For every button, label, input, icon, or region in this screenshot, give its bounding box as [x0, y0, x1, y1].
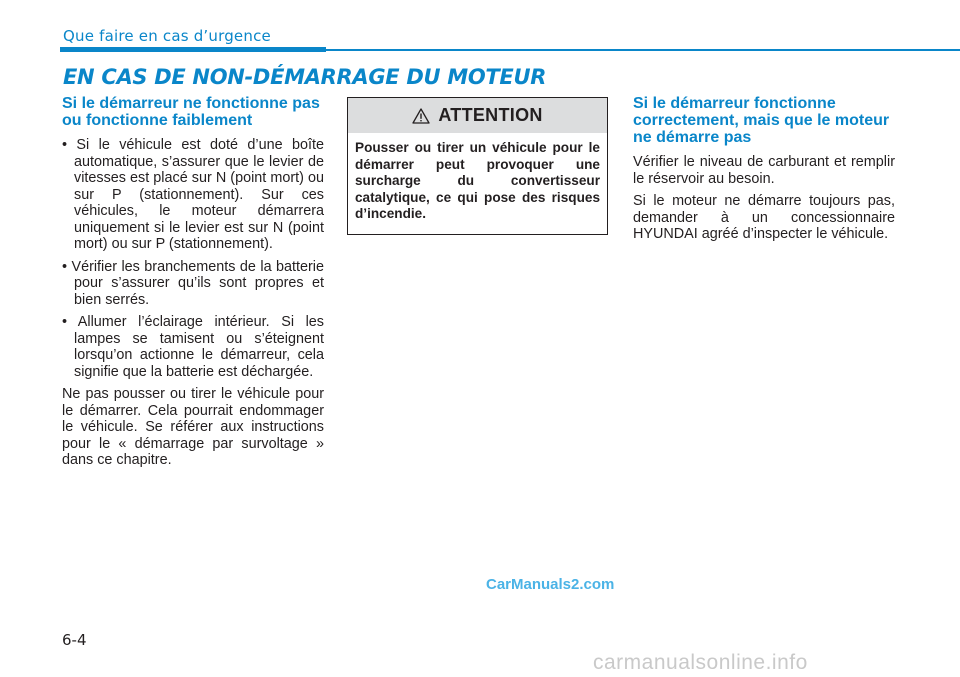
section-title: EN CAS DE NON-DÉMARRAGE DU MOTEUR	[63, 65, 547, 89]
bullet-item: • Si le véhicule est doté d’une boîte automatique, s’assurer que le levier de vitesses est placé sur N (point mort) ou sur P (stationnement). Sur ces véhicules, le moteur démarrera uniquement si le levier est sur N (point mort) ou sur P (stationnement).	[62, 137, 324, 252]
right-column	[633, 95, 895, 249]
attention-label: ATTENTION	[438, 105, 543, 125]
header-rule-thick	[60, 47, 326, 52]
left-column	[62, 95, 324, 475]
bullet-item: • Allumer l’éclairage intérieur. Si les lampes se tamisent ou s’éteignent lorsqu’on actionne le démarreur, cela signifie que la batterie est déchargée.	[62, 314, 324, 380]
right-paragraph: Si le moteur ne démarre toujours pas, demander à un concessionnaire HYUNDAI agréé d’inspecter le véhicule.	[633, 193, 895, 242]
watermark-footer: carmanualsonline.info	[593, 651, 808, 674]
attention-header	[348, 98, 607, 133]
bullet-item: • Vérifier les branchements de la batterie pour s’assurer qu’ils sont propres et bien serrés.	[62, 258, 324, 308]
warning-triangle-icon	[412, 108, 430, 124]
attention-text: Pousser ou tirer un véhicule pour le démarrer peut provoquer une surcharge du convertisseur catalytique, ce qui pose des risques d’incendie.	[355, 140, 600, 221]
attention-box	[347, 97, 608, 235]
right-paragraph: Vérifier le niveau de carburant et remplir le réservoir au besoin.	[633, 154, 895, 187]
left-paragraph: Ne pas pousser ou tirer le véhicule pour le démarrer. Cela pourrait endommager le véhicule. Se référer aux instructions pour le « démarrage par survoltage » dans ce chapitre.	[62, 386, 324, 468]
header-rule-thin	[326, 49, 960, 51]
right-heading: Si le démarreur fonctionne correctement, mais que le moteur ne démarre pas	[633, 95, 890, 146]
page-number: 6-4	[62, 631, 87, 649]
watermark-link[interactable]: CarManuals2.com	[486, 576, 615, 593]
left-heading: Si le démarreur ne fonctionne pas ou fonctionne faiblement	[62, 95, 320, 129]
chapter-header: Que faire en cas d’urgence	[63, 27, 271, 45]
